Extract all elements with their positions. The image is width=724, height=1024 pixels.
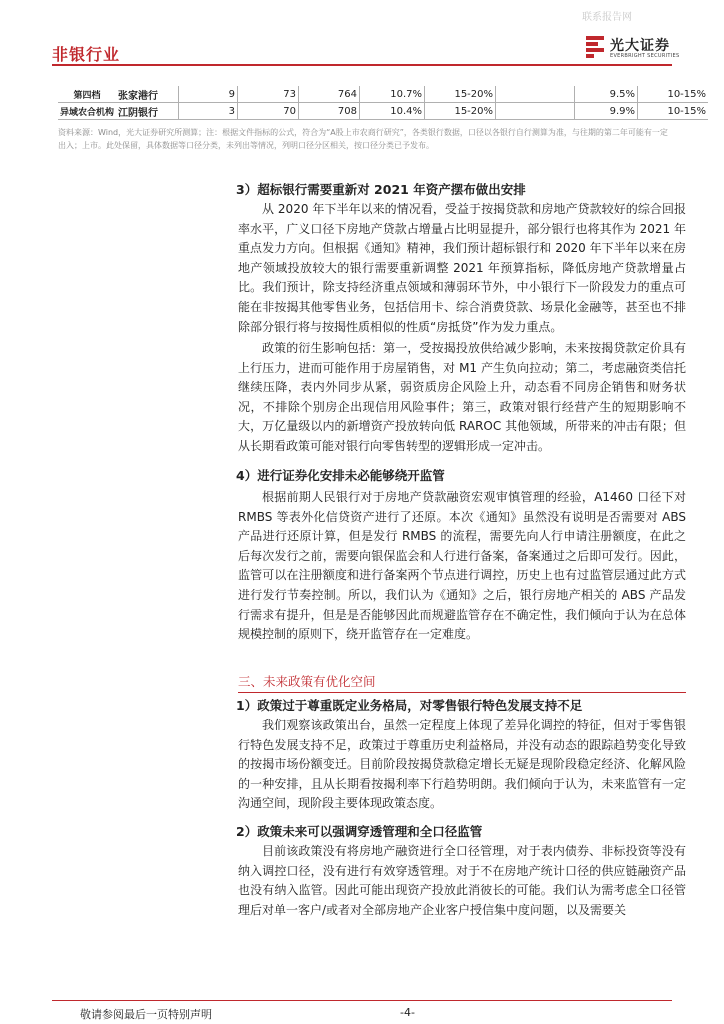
paragraph: 目前该政策没有将房地产融资进行全口径管理，对于表内债券、非标投资等没有纳入调控口径，没有进行有效穿透管理。对于不在房地产统计口径的供应链融资产品也没有纳入监管。因此可能出现资产投放此消彼长的可能。我们认为需考虑全口径管理后对单一客户/或者对全部房地产企业客户授信集中度问题，以及需要关 [238, 844, 686, 917]
value-cell: 73 [238, 86, 299, 103]
paragraph: 从 2020 年下半年以来的情况看，受益于按揭贷款和房地产贷款较好的综合回报率水平，广义口径下房地产贷款占增量占比明显提升，部分银行也将其作为 2021 年重点发力方向。但根据《通知》精神，我们预计超标银行和 2020 年下半年以来在房地产领域投放较大的银行需要重新调整 2021 年预算指标，降低房地产贷款增量占比。我们预计，除支持经济重点领域和薄弱环节外，中小银行下一阶段发力的重点可能在非按揭其他零售业务，包括信用卡、综合消费贷款、场景化金融等，甚至也不排除部分银行将与按揭性质相似的性质“房抵贷”作为发力重点。 [238, 202, 686, 334]
bank-data-table [58, 86, 708, 120]
empty-cell [496, 103, 575, 120]
bank-cell: 张家港行 [116, 86, 179, 103]
footer-disclaimer: 敬请参阅最后一页特别声明 [80, 1008, 212, 1021]
paragraph: 根据前期人民银行对于房地产贷款融资宏观审慎管理的经验，A1460 口径下对 RMBS 等表外化信贷资产进行了还原。本次《通知》虽然没有说明是否需要对 ABS 产品进行还原计算，但是发行 RMBS 的流程，需要先向人行申请注册额度，在此之后每次发行之前，需要向银保监会和人行进行备案，备案通过之后即可发行。因此，监管可以在注册额度和进行备案两个节点进行调控，历史上也有过监管层通过此方式进行发行节奏控制。所以，我们认为《通知》之后，银行房地产相关的 ABS 产品发行需求有提升，但是是否能够因此而规避监管存在不确定性，我们倾向于认为在总体规模控制的原则下，绕开监管存在一定难度。 [238, 490, 686, 642]
industry-title: 非银行业 [52, 45, 121, 64]
value-cell: 3 [179, 103, 238, 120]
subsection-title-m2: 2）政策未来可以强调穿透管理和全口径监管 [236, 824, 483, 839]
page-number: -4- [400, 1006, 415, 1019]
subsection-title-m1: 1）政策过于尊重既定业务格局，对零售银行特色发展支持不足 [236, 698, 583, 713]
value-cell: 10-15% [638, 103, 709, 120]
value-cell: 15-20% [425, 103, 496, 120]
logo-english-name: EVERBRIGHT SECURITIES [610, 53, 680, 59]
value-cell: 708 [299, 103, 360, 120]
subsection-title-4: 4）进行证券化安排未必能够绕开监管 [236, 468, 445, 483]
value-cell: 764 [299, 86, 360, 103]
paragraph: 政策的衍生影响包括：第一，受按揭投放供给减少影响，未来按揭贷款定价具有上行压力，进而可能作用于房屋销售，对 M1 产生负向拉动；第二，考虑融资类信托继续压降，表内外同步从紧，弱资质房企风险上升，动态看不同房企销售和财务状况，不排除个别房企出现信用风险事件；第三，政策对银行经营产生的短期影响不大，万亿量级以内的新增资产投放转向低 RAROC 其他领域，所带来的冲击有限；但从长期看政策可能对银行向零售转型的逻辑形成一定冲击。 [238, 341, 686, 453]
bank-cell: 江阴银行 [116, 103, 179, 120]
subsection-title-3: 3）超标银行需要重新对 2021 年资产摆布做出安排 [236, 182, 526, 197]
footer-divider [52, 1000, 672, 1001]
paragraph: 我们观察该政策出台，虽然一定程度上体现了差异化调控的特征，但对于零售银行特色发展支持不足，政策过于尊重历史利益格局，并没有动态的跟踪趋势变化导致的按揭市场份额变迁。目前阶段按揭贷款稳定增长无疑是现阶段稳定经济、化解风险的一种安排，且从长期看按揭利率下行趋势明朗。我们倾向于认为，未来监管有一定沟通空间，现阶段主要体现政策态度。 [238, 718, 686, 811]
logo-mark-icon [586, 36, 604, 58]
table-row [58, 86, 708, 103]
section-title: 三、未来政策有优化空间 [238, 674, 376, 689]
tier-cell: 异域农合机构 [58, 103, 116, 120]
value-cell: 9.9% [575, 103, 638, 120]
value-cell: 15-20% [425, 86, 496, 103]
value-cell: 10.7% [360, 86, 425, 103]
source-note: 资料来源：Wind，光大证券研究所测算；注：根据文件指标的公式，符合为“A股上市农商行研究”，各类银行数据，口径以各银行自行测算为准，与往期的第二年可能有一定出入；上市。此处保留，具体数据等口径分类，未列出等情况，列明口径分区相关，按口径分类已予发布。 [58, 128, 668, 150]
everbright-logo [586, 34, 682, 62]
header-divider [52, 64, 672, 66]
value-cell: 70 [238, 103, 299, 120]
tier-cell: 第四档 [58, 86, 116, 103]
value-cell: 9.5% [575, 86, 638, 103]
value-cell: 9 [179, 86, 238, 103]
empty-cell [496, 86, 575, 103]
table-row [58, 103, 708, 120]
value-cell: 10.4% [360, 103, 425, 120]
watermark-text: 联系报告网 [582, 12, 632, 23]
section-divider [238, 692, 686, 693]
logo-name: 光大证券 [610, 38, 670, 54]
value-cell: 10-15% [638, 86, 709, 103]
